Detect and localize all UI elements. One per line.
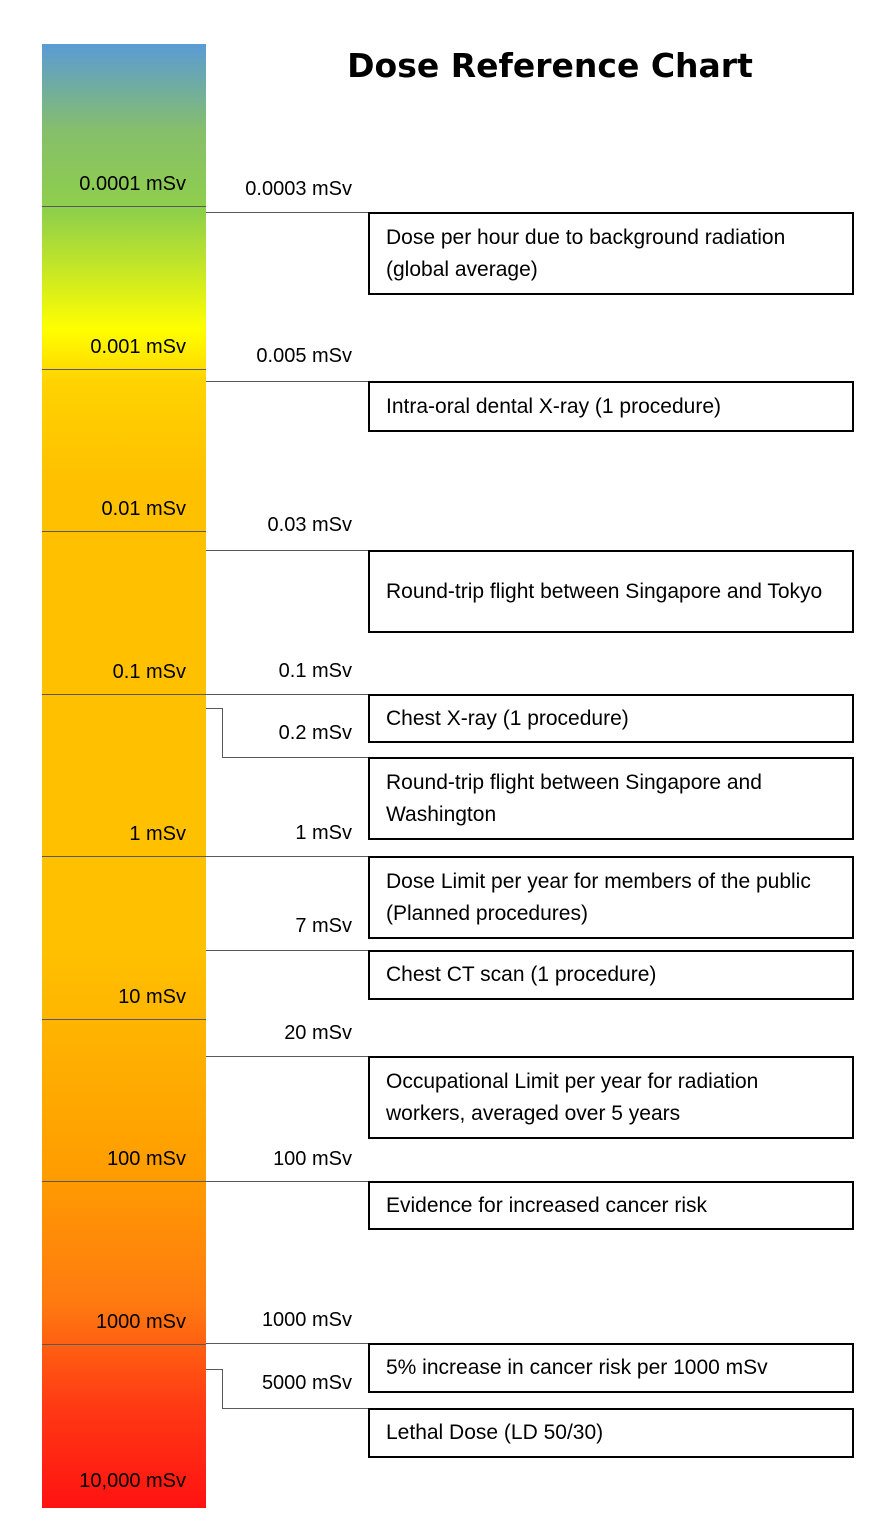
- dose-description-box: [368, 1343, 854, 1393]
- dose-description-box: [368, 1056, 854, 1139]
- scale-tick-line: [42, 856, 206, 857]
- dose-description-text: Round-trip flight between Singapore and Tokyo: [386, 579, 823, 603]
- dose-leader-line: [206, 212, 368, 213]
- scale-tick-label: 0.0001 mSv: [79, 173, 186, 195]
- dose-leader-line: [222, 1369, 223, 1408]
- dose-description-box: [368, 757, 854, 840]
- dose-leader-line: [222, 708, 223, 757]
- scale-tick-line: [42, 1181, 206, 1182]
- scale-tick-label: 0.001 mSv: [90, 335, 186, 358]
- dose-value-label: 0.03 mSv: [267, 514, 352, 536]
- dose-value-label: 7 mSv: [295, 915, 352, 937]
- dose-value-label: 5000 mSv: [261, 1372, 352, 1394]
- dose-value-label: 100 mSv: [273, 1148, 352, 1170]
- dose-description-text: Evidence for increased cancer risk: [386, 1193, 707, 1217]
- scale-tick-label: 1 mSv: [129, 823, 186, 845]
- dose-leader-line: [206, 708, 222, 709]
- dose-leader-line: [206, 550, 368, 551]
- dose-description-box: [368, 694, 854, 743]
- dose-description-text: Dose per hour due to background radiation (global average): [386, 225, 786, 281]
- dose-leader-line: [206, 856, 368, 857]
- scale-tick-label: 100 mSv: [107, 1148, 186, 1170]
- dose-description-box: [368, 381, 854, 432]
- dose-description-text: Occupational Limit per year for radiation workers, averaged over 5 years: [386, 1069, 759, 1125]
- dose-description-text: Intra-oral dental X-ray (1 procedure): [386, 394, 721, 418]
- dose-description-text: Chest CT scan (1 procedure): [386, 963, 657, 986]
- dose-description-box: [368, 212, 854, 295]
- dose-value-label: 0.0003 mSv: [245, 178, 352, 200]
- dose-leader-line: [206, 381, 368, 382]
- dose-value-label: 0.2 mSv: [278, 722, 352, 744]
- dose-description-box: [368, 856, 854, 939]
- dose-description-text: Dose Limit per year for members of the public (Planned procedures): [386, 869, 811, 925]
- scale-tick-label: 10,000 mSv: [79, 1470, 186, 1492]
- scale-tick-line: [42, 369, 206, 370]
- scale-tick-line: [42, 1344, 206, 1345]
- dose-value-label: 0.005 mSv: [256, 345, 352, 367]
- dose-leader-line: [206, 694, 368, 695]
- scale-tick-label: 0.1 mSv: [112, 660, 186, 683]
- scale-tick-label: 10 mSv: [118, 985, 186, 1008]
- dose-description-box: [368, 1408, 854, 1458]
- dose-value-label: 20 mSv: [284, 1022, 352, 1044]
- dose-leader-line: [206, 1056, 368, 1057]
- dose-description-text: Chest X-ray (1 procedure): [386, 706, 629, 730]
- scale-tick-label: 1000 mSv: [95, 1310, 186, 1333]
- dose-value-label: 1000 mSv: [261, 1309, 352, 1331]
- dose-leader-line: [206, 1343, 368, 1344]
- chart-title: Dose Reference Chart: [347, 46, 753, 85]
- dose-description-box: [368, 550, 854, 633]
- dose-value-label: 0.1 mSv: [278, 660, 352, 682]
- scale-tick-line: [42, 694, 206, 695]
- scale-tick-line: [42, 206, 206, 207]
- dose-description-box: [368, 1181, 854, 1230]
- dose-scale-bar: [42, 44, 206, 1508]
- scale-tick-line: [42, 531, 206, 532]
- dose-description-text: Lethal Dose (LD 50/30): [386, 1421, 604, 1444]
- dose-description-text: Round-trip flight between Singapore and Washington: [386, 770, 762, 826]
- scale-tick-line: [42, 1019, 206, 1020]
- dose-leader-line: [222, 757, 368, 758]
- dose-leader-line: [206, 1181, 368, 1182]
- dose-description-box: [368, 950, 854, 1000]
- dose-leader-line: [206, 1369, 222, 1370]
- dose-leader-line: [206, 950, 368, 951]
- scale-tick-label: 0.01 mSv: [101, 498, 186, 520]
- dose-leader-line: [222, 1408, 368, 1409]
- dose-description-text: 5% increase in cancer risk per 1000 mSv: [386, 1356, 768, 1379]
- dose-value-label: 1 mSv: [295, 822, 352, 844]
